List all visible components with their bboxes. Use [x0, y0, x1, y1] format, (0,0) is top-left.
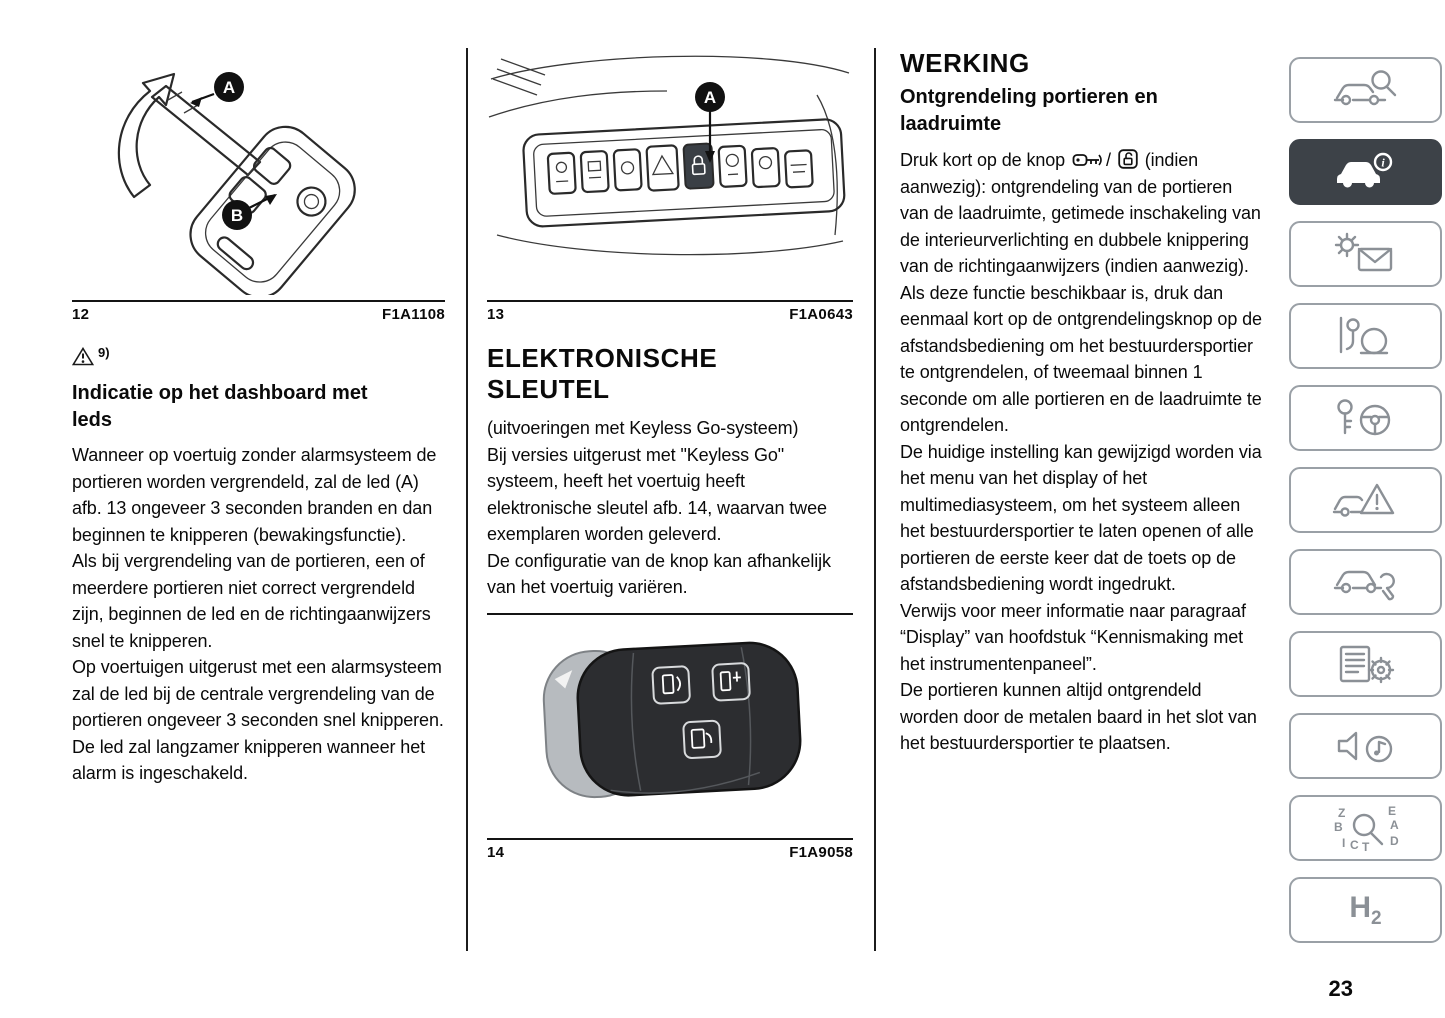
- svg-text:Z: Z: [1337, 806, 1345, 820]
- paragraph: Als deze functie beschikbaar is, druk dan eenmaal kort op de ontgrendelingsknop op de afstandsbediening om het bestuurdersportier te ontgrendelen, of tweemaal binnen 1 seconde om alle portieren en de laadruimte te ontgrendelen.: [900, 282, 1262, 435]
- car-wrench-icon: [1331, 559, 1401, 605]
- right-body: [900, 147, 1263, 757]
- svg-text:T: T: [1361, 840, 1369, 853]
- paragraph: Wanneer op voertuig zonder alarmsysteem de portieren worden vergrendeld, zal de led (A) afb. 13 ongeveer 3 seconden branden en dan beginnen te knipperen (bewakingsfunctie).: [72, 445, 437, 545]
- sidebar-tab-technical-data[interactable]: [1289, 631, 1442, 697]
- svg-text:D: D: [1389, 834, 1399, 848]
- column-divider-left: [466, 48, 468, 951]
- paragraph-with-icons: [900, 147, 1263, 280]
- label-a-text: A: [222, 78, 236, 97]
- paragraph: De configuratie van de knop kan afhankelijk van het voertuig variëren.: [487, 550, 831, 597]
- figure-14-number: 14: [487, 843, 505, 861]
- paragraph: Verwijs voor meer informatie naar paragraaf “Display” van hoofdstuk “Kennismaking met het instrumentenpaneel”.: [900, 600, 1246, 674]
- paragraph: (uitvoeringen met Keyless Go-systeem): [487, 418, 799, 438]
- figure-14-code: F1A9058: [789, 843, 853, 861]
- emergency-warning-icon: [1331, 477, 1401, 523]
- sidebar-tab-car-search[interactable]: [1289, 57, 1442, 123]
- left-column: [72, 45, 445, 787]
- sidebar-tab-airbag-safety[interactable]: [1289, 303, 1442, 369]
- figure-12-code: F1A1108: [382, 306, 445, 323]
- figure-14: [487, 615, 853, 838]
- sidebar-tab-emergency[interactable]: [1289, 467, 1442, 533]
- figure-13-caption: [487, 300, 853, 323]
- figure-14-illustration-electronic-key: [487, 615, 853, 833]
- middle-section-heading: ELEKTRONISCHE SLEUTEL: [487, 343, 718, 404]
- warning-ref-number: 9): [98, 345, 110, 360]
- figure-13-number: 13: [487, 306, 505, 323]
- remote-key-unlock-icon: [1072, 151, 1104, 169]
- left-body: [72, 442, 445, 787]
- figure-13-code: F1A0643: [789, 306, 853, 323]
- column-divider-right: [874, 48, 876, 951]
- label-b-text: B: [230, 206, 244, 225]
- sidebar-tab-h2[interactable]: [1289, 877, 1442, 943]
- figure-12: [72, 45, 445, 300]
- sidebar-tab-light-mail[interactable]: [1289, 221, 1442, 287]
- left-section-heading: Indicatie op het dashboard met leds: [72, 382, 368, 431]
- paragraph: De huidige instelling kan gewijzigd worden via het menu van het display of het multimediasysteem, om het systeem alleen het bestuurdersportier te laten openen of alle portieren de eerste keer dat de toets op de afstandsbediening wordt ingedrukt.: [900, 441, 1262, 594]
- sidebar-tab-car-info[interactable]: [1289, 139, 1442, 205]
- middle-body: [487, 415, 853, 601]
- figure-12-number: 12: [72, 306, 90, 323]
- h2-icon: $H_2$: [1349, 890, 1382, 929]
- svg-text:B: B: [1333, 820, 1343, 834]
- ignition-driving-icon: [1331, 395, 1401, 441]
- warning-note: [72, 347, 445, 366]
- svg-text:C: C: [1349, 838, 1359, 852]
- airbag-safety-icon: [1331, 313, 1401, 359]
- svg-text:i: i: [1380, 155, 1385, 170]
- light-mail-icon: [1331, 231, 1401, 277]
- figure-13-illustration-dashboard-buttons: [487, 45, 853, 295]
- unlock-instruction-text-start: Druk kort op de knop: [900, 150, 1066, 170]
- list-gear-icon: [1331, 641, 1401, 687]
- unlock-instruction-text-end: (indien aanwezig): ontgrendeling van de portieren van de laadruimte, getimede inschakeling van de interieurverlichting en dubbele knippering van de richtingaanwijzers (indien aanwezig).: [900, 150, 1261, 276]
- car-search-icon: [1331, 67, 1401, 113]
- paragraph: Als bij vergrendeling van de portieren, een of meerdere portieren niet correct vergrendeld zijn, beginnen de led en de richtingaanwijzers snel te knipperen.: [72, 551, 431, 651]
- page-number: 23: [1328, 976, 1353, 1001]
- speaker-music-icon: [1331, 723, 1401, 769]
- alphabetical-index-icon: [1326, 803, 1406, 853]
- figure-12-caption: [72, 300, 445, 323]
- sidebar-tab-multimedia[interactable]: [1289, 713, 1442, 779]
- car-info-icon: [1331, 149, 1401, 195]
- right-column: [900, 48, 1263, 757]
- svg-text:I: I: [1341, 836, 1345, 850]
- warning-triangle-icon: [72, 347, 94, 366]
- figure-13: [487, 45, 853, 300]
- sidebar-tab-ignition-driving[interactable]: [1289, 385, 1442, 451]
- paragraph: De portieren kunnen altijd ontgrendeld worden door de metalen baard in het slot van het bestuurdersportier te plaatsen.: [900, 680, 1257, 753]
- figure-14-caption: [487, 838, 853, 861]
- sidebar-tab-maintenance[interactable]: [1289, 549, 1442, 615]
- figure-12-illustration-flip-key: [72, 45, 445, 295]
- door-unlock-button-icon: [1118, 149, 1138, 169]
- right-section-heading: WERKING: [900, 48, 1030, 78]
- paragraph: Bij versies uitgerust met "Keyless Go" systeem, heeft het voertuig heeft elektronische sleutel afb. 14, waarvan twee exemplaren worden geleverd.: [487, 444, 827, 544]
- flip-arrow: [119, 74, 174, 197]
- right-subheading: Ontgrendeling portieren en laadruimte: [900, 86, 1158, 135]
- icon-separator: /: [1106, 150, 1111, 170]
- label-a-text: A: [703, 88, 717, 107]
- middle-column: [487, 45, 853, 861]
- sidebar-tab-alphabetical-index[interactable]: [1289, 795, 1442, 861]
- svg-text:A: A: [1389, 818, 1399, 832]
- paragraph: Op voertuigen uitgerust met een alarmsysteem zal de led bij de centrale vergrendeling van de portieren ongeveer 3 seconden snel knipperen. De led zal langzamer knipperen wanneer het alarm is ingeschakeld.: [72, 657, 444, 783]
- svg-text:E: E: [1387, 804, 1396, 818]
